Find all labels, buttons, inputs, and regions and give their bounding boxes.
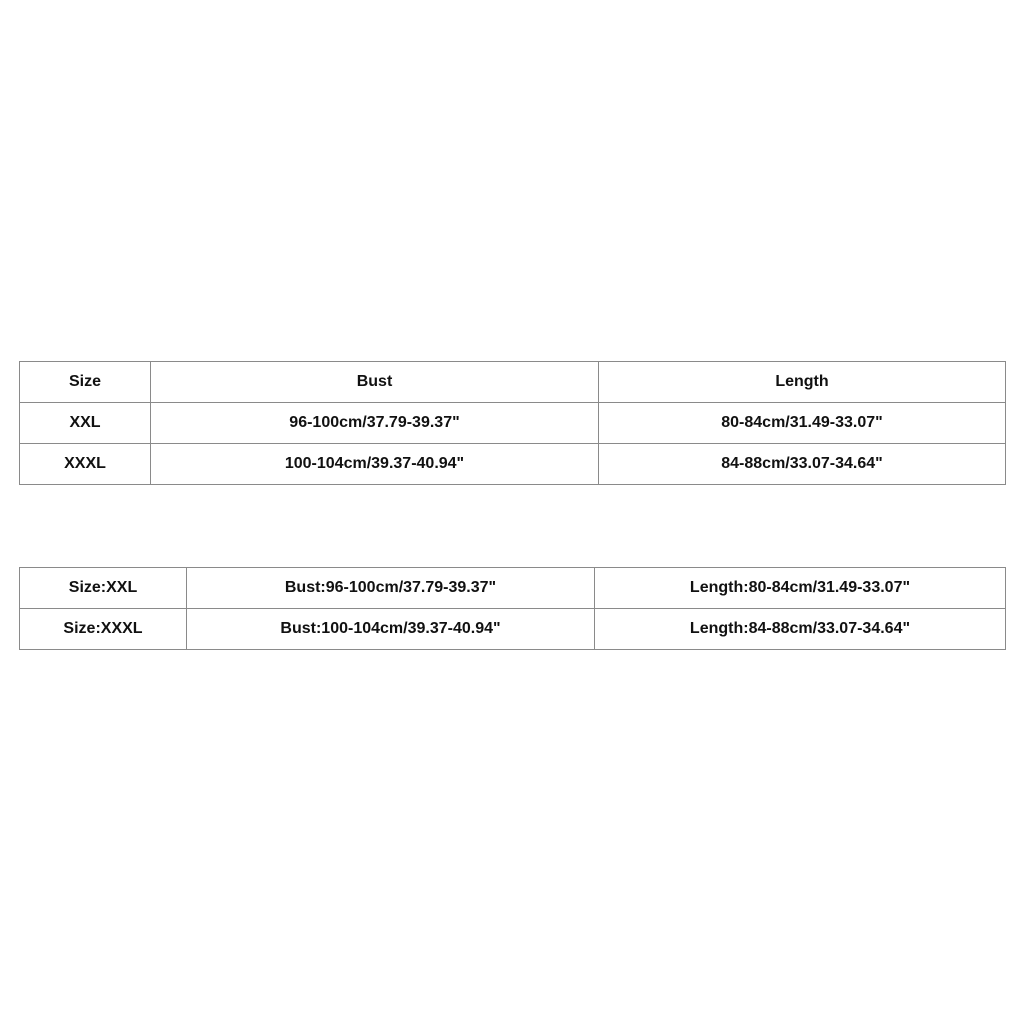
bust-cell: 96-100cm/37.79-39.37" [151,403,599,444]
header-bust: Bust [151,362,599,403]
length-cell: Length:84-88cm/33.07-34.64" [595,609,1006,650]
table-row [20,403,1006,444]
table-row [20,568,1006,609]
length-cell: Length:80-84cm/31.49-33.07" [595,568,1006,609]
header-length: Length [599,362,1006,403]
length-cell: 80-84cm/31.49-33.07" [599,403,1006,444]
size-cell: XXL [20,403,151,444]
bust-cell: Bust:100-104cm/39.37-40.94" [187,609,595,650]
table-row [20,609,1006,650]
header-size: Size [20,362,151,403]
table-row [20,444,1006,485]
bust-cell: 100-104cm/39.37-40.94" [151,444,599,485]
size-cell: Size:XXXL [20,609,187,650]
bust-cell: Bust:96-100cm/37.79-39.37" [187,568,595,609]
size-cell: Size:XXL [20,568,187,609]
size-chart-table-inline [19,567,1006,650]
length-cell: 84-88cm/33.07-34.64" [599,444,1006,485]
table-header-row [20,362,1006,403]
size-cell: XXXL [20,444,151,485]
size-chart-table-columns [19,361,1006,485]
